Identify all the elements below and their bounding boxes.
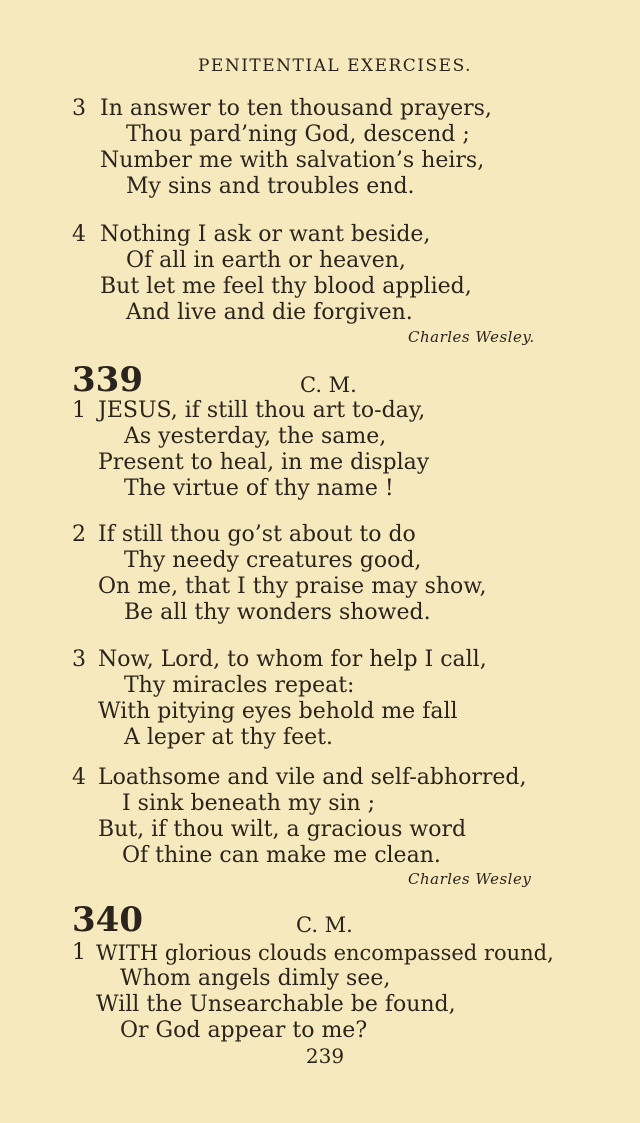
verse-line: Whom angels dimly see, (120, 966, 391, 991)
hymn-number: 340 (72, 900, 143, 940)
verse-number: 1 (72, 940, 86, 965)
verse-line: Of all in earth or heaven, (126, 248, 406, 273)
verse-line: Nothing I ask or want beside, (100, 222, 431, 247)
verse-number: 4 (72, 222, 86, 247)
verse-line: If still thou go’st about to do (98, 522, 416, 547)
hymn-number: 339 (72, 360, 143, 400)
verse-number: 4 (72, 765, 86, 790)
verse-number: 1 (72, 398, 86, 423)
verse-line: But let me feel thy blood applied, (100, 274, 472, 299)
verse-line: WITH glorious clouds encompassed round, (96, 941, 554, 965)
verse-line: JESUS, if still thou art to-day, (98, 398, 426, 423)
running-header: PENITENTIAL EXERCISES. (197, 56, 473, 76)
verse-line: Number me with salvation’s heirs, (100, 148, 485, 173)
verse-line: Loathsome and vile and self-abhorred, (98, 765, 527, 790)
verse-line: But, if thou wilt, a gracious word (98, 817, 467, 842)
verse-line: A leper at thy feet. (124, 725, 333, 750)
verse-line: Now, Lord, to whom for help I call, (98, 647, 487, 672)
verse-line: With pitying eyes behold me fall (98, 699, 458, 724)
author-attribution: Charles Wesley (408, 870, 532, 888)
verse-number: 3 (72, 647, 86, 672)
verse-line: On me, that I thy praise may show, (98, 574, 487, 599)
verse-line: I sink beneath my sin ; (122, 791, 376, 816)
verse-line: My sins and troubles end. (126, 174, 415, 199)
verse-line: Be all thy wonders showed. (124, 600, 431, 625)
verse-line: Will the Unsearchable be found, (96, 992, 456, 1017)
verse-line: And live and die forgiven. (126, 300, 413, 325)
verse-line: Or God appear to me? (120, 1018, 368, 1043)
page-number: 239 (305, 1044, 345, 1068)
verse-line: As yesterday, the same, (124, 424, 387, 449)
verse-number: 3 (72, 96, 86, 121)
hymn-meter: C. M. (300, 373, 357, 397)
verse-line: Present to heal, in me display (98, 450, 430, 475)
verse-line: Thou pard’ning God, descend ; (126, 122, 470, 147)
verse-line: Of thine can make me clean. (122, 843, 441, 868)
verse-number: 2 (72, 522, 86, 547)
author-attribution: Charles Wesley. (408, 328, 535, 346)
verse-line: Thy miracles repeat: (124, 673, 355, 698)
verse-line: In answer to ten thousand prayers, (100, 96, 492, 121)
hymn-meter: C. M. (296, 913, 353, 937)
verse-line: The virtue of thy name ! (124, 476, 394, 501)
verse-line: Thy needy creatures good, (124, 548, 422, 573)
